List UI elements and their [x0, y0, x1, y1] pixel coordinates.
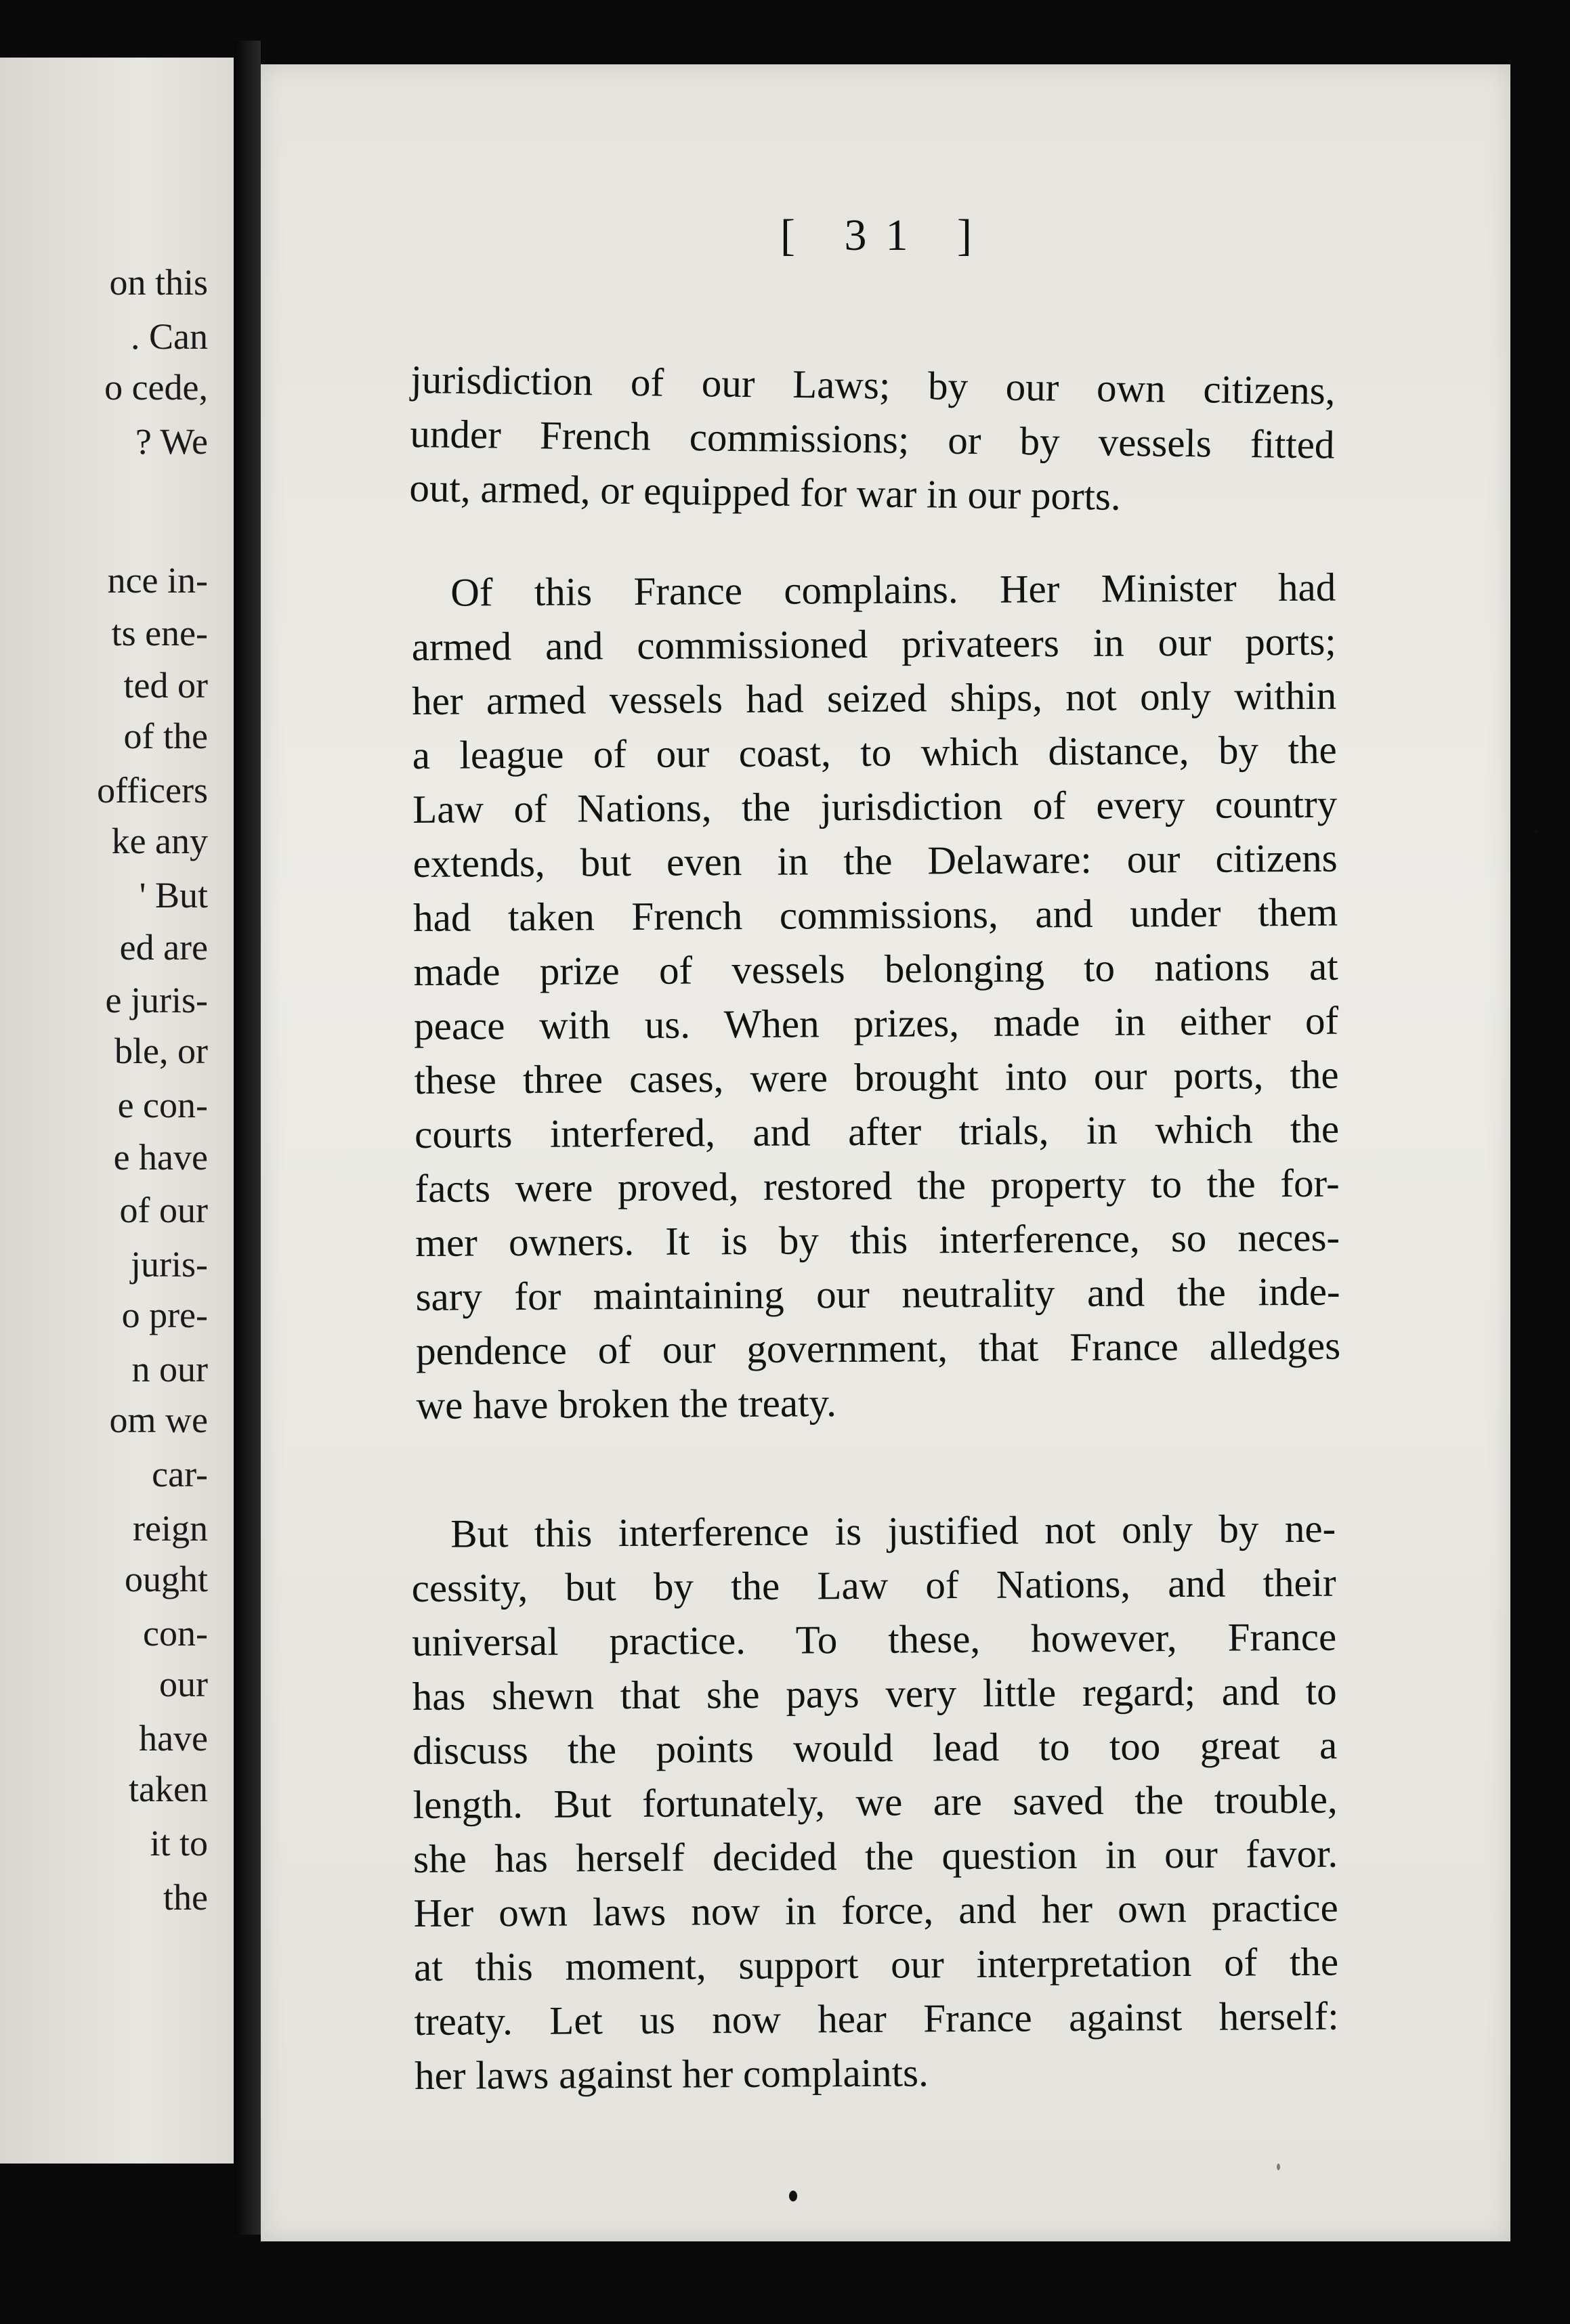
facing-page-line-fragment: om we	[109, 1400, 208, 1440]
facing-page-line-fragment: our	[159, 1664, 208, 1704]
text-line: jurisdiction of our Laws; by our own citizens,	[410, 356, 1336, 413]
text-line: has shewn that she pays very little regard; and to	[412, 1668, 1337, 1719]
facing-page-line-fragment: have	[139, 1718, 208, 1759]
text-line: made prize of vessels belonging to nations at	[413, 943, 1338, 994]
text-line: cessity, but by the Law of Nations, and their	[411, 1559, 1336, 1610]
paragraph-2	[411, 560, 1341, 1432]
facing-page-line-fragment: officers	[97, 770, 208, 811]
text-line: extends, but even in the Delaware: our citizens	[412, 835, 1338, 886]
text-line: her armed vessels had seized ships, not only within	[412, 672, 1337, 723]
facing-page-line-fragment: ts ene-	[111, 613, 208, 653]
facing-page-line-fragment: on this	[109, 262, 208, 303]
ink-speck	[789, 2191, 797, 2201]
text-line: out, armed, or equipped for war in our ports.	[409, 465, 1122, 519]
facing-page-line-fragment: of the	[123, 716, 208, 756]
text-line: facts were proved, restored the property to the for-	[415, 1160, 1340, 1211]
facing-page-line-fragment: o pre-	[121, 1295, 208, 1335]
text-line: length. But fortunately, we are saved the trouble,	[412, 1776, 1338, 1827]
facing-page-line-fragment: ble, or	[114, 1031, 208, 1071]
facing-page-line-fragment: ed are	[119, 927, 208, 968]
paragraph-1	[409, 352, 1336, 526]
ink-speck	[1534, 830, 1537, 834]
text-line: Law of Nations, the jurisdiction of every country	[412, 781, 1338, 832]
text-line: Her own laws now in force, and her own practice	[413, 1885, 1338, 1935]
facing-page-line-fragment: e con-	[117, 1085, 208, 1125]
text-line: she has herself decided the question in our favor.	[412, 1830, 1338, 1881]
text-line: courts interfered, and after trials, in which the	[414, 1106, 1340, 1157]
text-line: But this interference is justified not only by ne-	[450, 1505, 1336, 1556]
facing-page-line-fragment: . Can	[131, 316, 208, 357]
text-line: her laws against her complaints.	[414, 2050, 929, 2098]
text-line: under French commissions; or by vessels fitted	[410, 410, 1335, 467]
facing-page-line-fragment: ' But	[139, 875, 208, 916]
text-line: Of this France complains. Her Minister had	[450, 564, 1336, 615]
text-line: sary for maintaining our neutrality and the inde-	[415, 1268, 1340, 1319]
book-gutter	[234, 41, 261, 2235]
text-line: treaty. Let us now hear France against herself:	[414, 1993, 1339, 2044]
facing-page-line-fragment: it to	[150, 1823, 208, 1864]
text-line: pendence of our government, that France alledges	[415, 1322, 1341, 1373]
facing-page-line-fragment: ? We	[135, 421, 208, 462]
facing-page-line-fragment: e have	[113, 1137, 208, 1178]
text-line: at this moment, support our interpretation of the	[413, 1939, 1339, 1989]
facing-page-line-fragment: ke any	[111, 821, 208, 861]
facing-page-left	[0, 58, 234, 2164]
facing-page-line-fragment: ought	[124, 1559, 208, 1599]
text-line: a league of our coast, to which distance, by the	[412, 727, 1337, 777]
facing-page-line-fragment: o cede,	[104, 367, 208, 408]
facing-page-line-fragment: juris-	[131, 1244, 208, 1285]
text-line: mer owners. It is by this interference, so neces-	[415, 1214, 1340, 1265]
text-line: these three cases, were brought into our ports, the	[414, 1052, 1339, 1102]
facing-page-line-fragment: e juris-	[105, 980, 208, 1020]
text-line: had taken French commissions, and under them	[412, 889, 1338, 940]
ink-speck	[1277, 2164, 1280, 2170]
text-line: armed and commissioned privateers in our ports;	[411, 618, 1336, 669]
facing-page-line-fragment: n our	[131, 1349, 208, 1390]
facing-page-line-fragment: of our	[119, 1190, 208, 1230]
facing-page-line-fragment: reign	[133, 1508, 208, 1549]
facing-page-line-fragment: the	[163, 1877, 208, 1918]
text-line: we have broken the treaty.	[416, 1380, 837, 1427]
paragraph-3	[411, 1501, 1339, 2103]
facing-page-line-fragment: con-	[143, 1613, 208, 1654]
facing-page-line-fragment: ted or	[123, 665, 208, 706]
facing-page-line-fragment: car-	[152, 1454, 208, 1494]
text-line: discuss the points would lead to too great a	[412, 1722, 1338, 1773]
text-line: peace with us. When prizes, made in either of	[413, 997, 1339, 1048]
page-number-heading: [ 31 ]	[780, 211, 991, 260]
book-page	[261, 64, 1510, 2241]
text-line: universal practice. To these, however, France	[412, 1614, 1337, 1664]
facing-page-line-fragment: nce in-	[107, 560, 208, 601]
facing-page-line-fragment: taken	[129, 1769, 208, 1809]
